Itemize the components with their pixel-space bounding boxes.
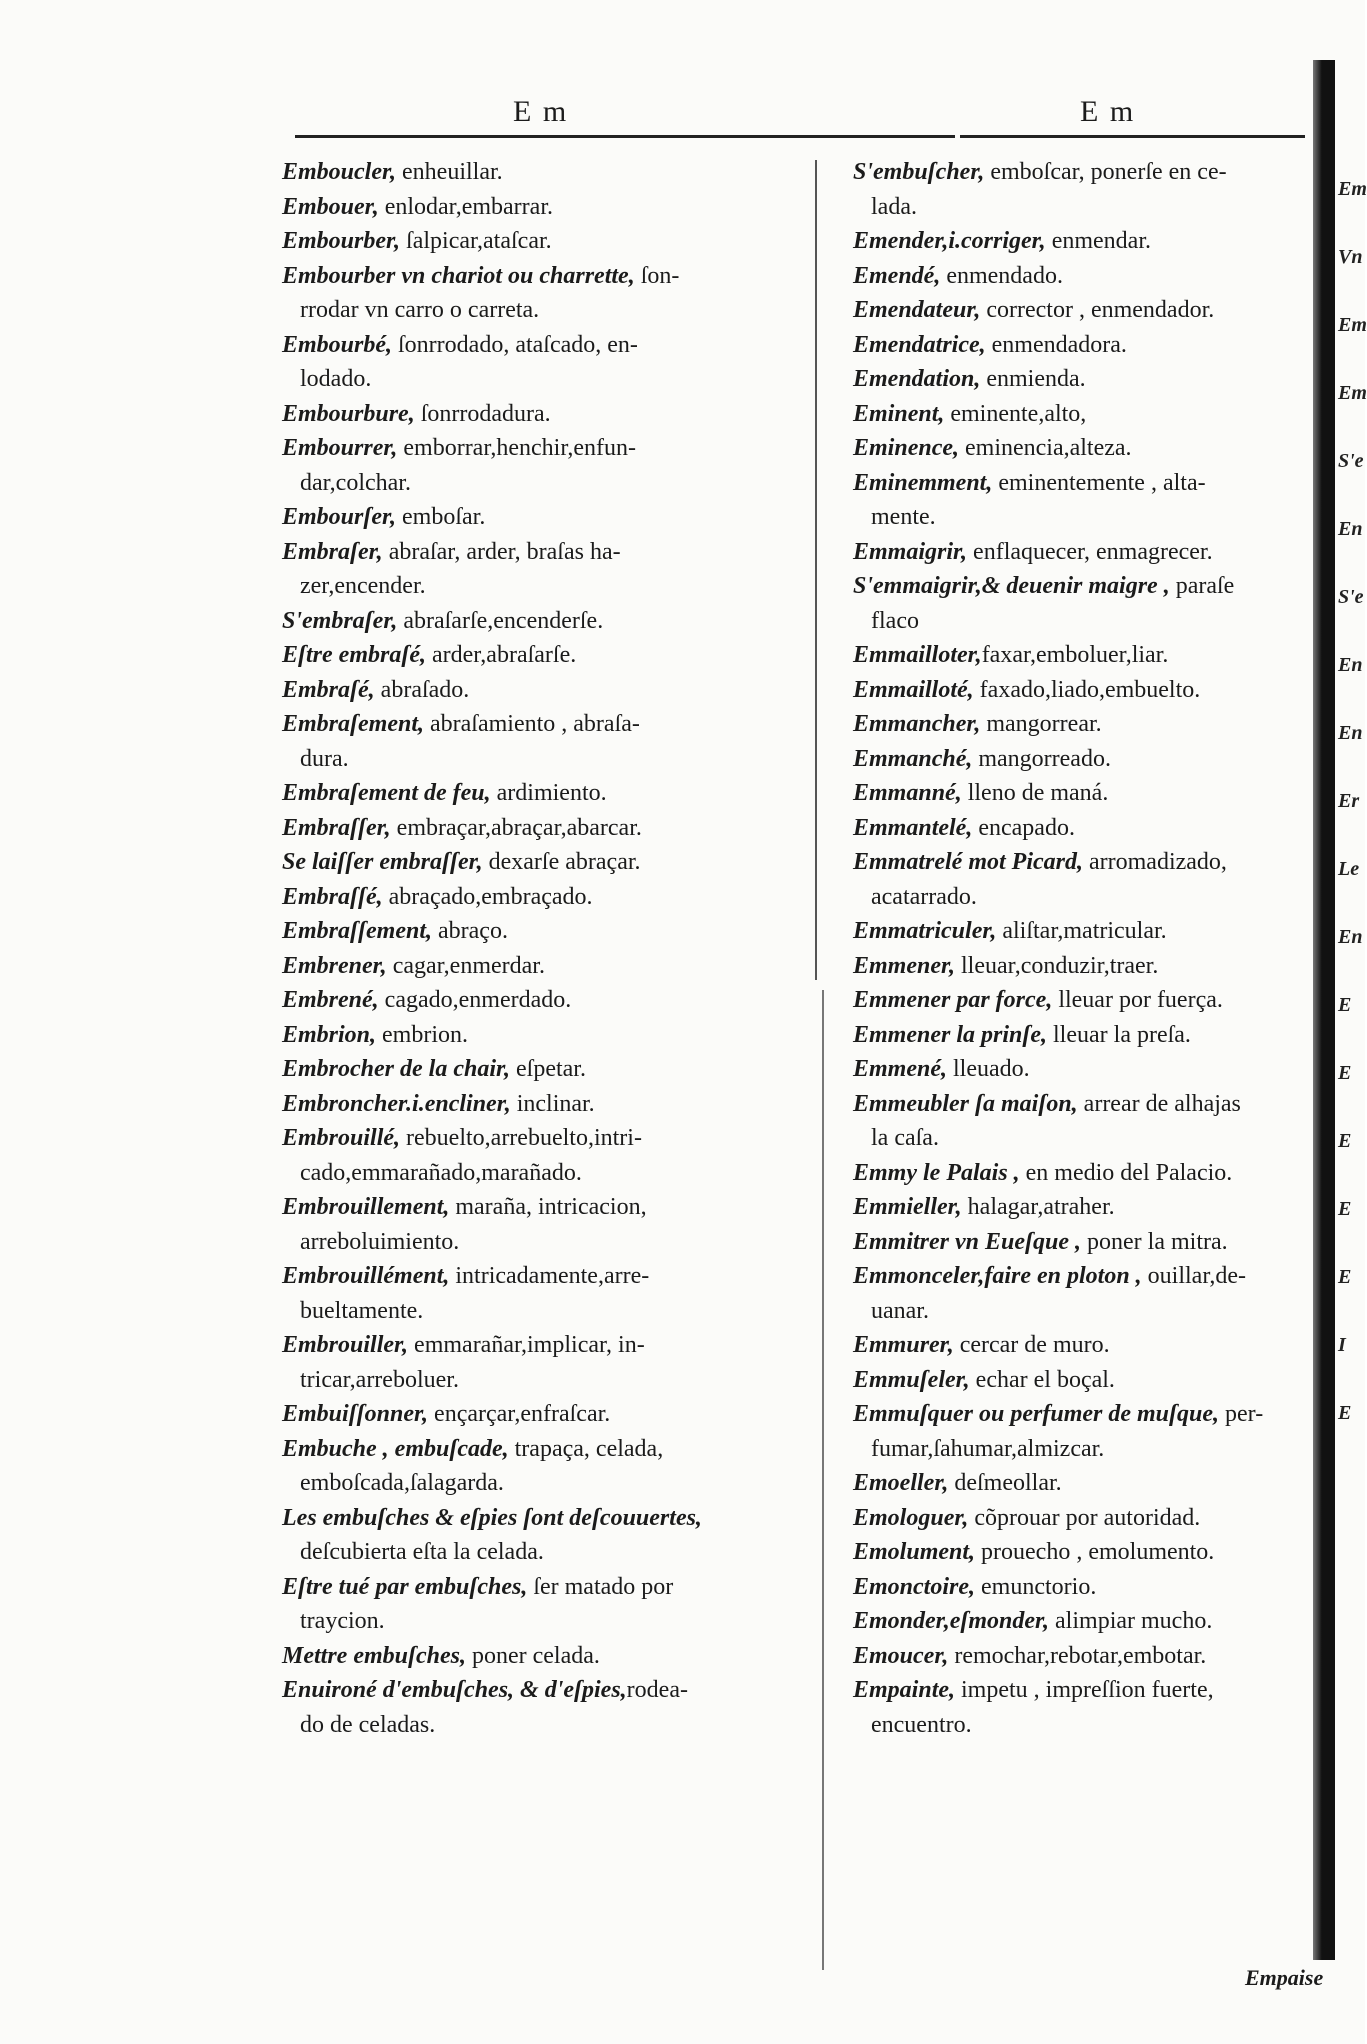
column-divider: [815, 160, 817, 980]
dictionary-entry: [282, 1259, 812, 1328]
dictionary-entry: [853, 466, 1313, 535]
headword: Emmatriculer,: [853, 918, 997, 944]
headword: Embrouillément,: [282, 1263, 450, 1289]
edge-fragment: E: [1338, 1130, 1352, 1152]
headword: Emmené,: [853, 1056, 947, 1082]
headword: Se laiſſer embraſſer,: [282, 849, 483, 875]
headword: Les embuſches & eſpies ſont deſcouuertes,: [282, 1504, 702, 1531]
definition: embraçar,abraçar,abarcar.: [390, 814, 642, 841]
dictionary-entry: [282, 535, 812, 604]
definition: enmendado.: [940, 262, 1063, 289]
definition: lleuado.: [947, 1056, 1030, 1082]
headword: Embrouiller,: [282, 1332, 409, 1358]
definition: ſalpicar,ataſcar.: [400, 228, 552, 254]
dictionary-entry: [282, 1121, 812, 1190]
definition: enmendadora.: [985, 331, 1127, 358]
headword: Emoucer,: [853, 1642, 949, 1669]
headword: Emendation,: [853, 366, 981, 392]
headword: Emendateur,: [853, 297, 981, 323]
dictionary-entry: [853, 1466, 1313, 1501]
headword: Eminence,: [853, 435, 959, 461]
definition: alimpiar mucho.: [1049, 1608, 1213, 1634]
dictionary-entry: [282, 811, 812, 846]
definition: emunctorio.: [975, 1573, 1097, 1600]
dictionary-entry: [282, 1328, 812, 1397]
definition-continuation: zer,encender.: [300, 573, 426, 599]
headword: Mettre embuſches,: [282, 1642, 466, 1669]
dictionary-entry: [282, 1397, 812, 1432]
definition: cercar de muro.: [953, 1332, 1110, 1358]
book-spine-shadow: [1313, 60, 1335, 1960]
headword: Emmatrelé mot Picard,: [853, 849, 1083, 875]
definition: emborrar,henchir,enfun-: [397, 435, 637, 461]
dictionary-entry: [282, 1570, 812, 1639]
dictionary-entry: [282, 1190, 812, 1259]
headword: Embuiſſonner,: [282, 1401, 429, 1427]
dictionary-entry: [282, 638, 812, 673]
dictionary-entry: [282, 776, 812, 811]
definition: enflaquecer, enmagrecer.: [967, 538, 1213, 565]
headword: Emmitrer vn Eueſque ,: [853, 1228, 1082, 1255]
dictionary-entry: [282, 431, 812, 500]
dictionary-entry: [853, 328, 1313, 363]
definition: echar el boçal.: [969, 1366, 1115, 1393]
dictionary-entry: [853, 983, 1313, 1018]
dictionary-entry: [282, 1018, 812, 1053]
edge-fragment: Vn: [1338, 246, 1363, 268]
headword: Embrené,: [282, 987, 379, 1013]
dictionary-entry: [853, 1328, 1313, 1363]
definition: impetu , impreſſion fuerte,: [955, 1677, 1214, 1703]
headword: Eſtre embraſé,: [282, 642, 426, 668]
headword: Emonctoire,: [853, 1573, 976, 1600]
edge-fragment: En: [1338, 926, 1363, 948]
headword: Embraſer,: [282, 538, 383, 565]
definition: arder,abraſarſe.: [425, 642, 577, 668]
definition: mangorrear.: [980, 711, 1102, 737]
dictionary-entry: [853, 431, 1313, 466]
dictionary-entry: [853, 1673, 1313, 1742]
dictionary-entry: [853, 845, 1313, 914]
headword: Emmantelé,: [853, 814, 973, 841]
headword: Enuironé d'embuſches, & d'eſpies,: [282, 1677, 627, 1703]
definition-continuation: dar,colchar.: [300, 469, 411, 496]
headword: Embourrer,: [282, 435, 398, 461]
dictionary-entry: [853, 1156, 1313, 1191]
dictionary-entry: [853, 776, 1313, 811]
definition: ſer matado por: [527, 1573, 674, 1600]
definition: intricadamente,arre-: [449, 1263, 650, 1289]
header-rule-left: [295, 135, 955, 138]
definition: poner la mitra.: [1081, 1228, 1228, 1255]
edge-fragment: Em: [1338, 382, 1367, 404]
dictionary-entry: [282, 845, 812, 880]
left-column: [282, 155, 812, 1742]
headword: Embourbé,: [282, 331, 393, 358]
definition: halagar,atraher.: [961, 1194, 1115, 1220]
definition-continuation: rrodar vn carro o carreta.: [300, 297, 540, 323]
definition: per-: [1219, 1401, 1264, 1427]
catchword: Empaise: [1245, 1965, 1324, 1990]
definition: lleuar por fuerça.: [1052, 987, 1223, 1013]
definition: deſmeollar.: [948, 1470, 1062, 1496]
definition-continuation: la caſa.: [871, 1125, 939, 1151]
dictionary-entry: [853, 638, 1313, 673]
headword: Embraſement de feu,: [282, 780, 491, 806]
definition: abraſarſe,encenderſe.: [397, 607, 604, 634]
dictionary-entry: [853, 1052, 1313, 1087]
dictionary-entry: [853, 259, 1313, 294]
headword: Emmeubler ſa maiſon,: [853, 1090, 1078, 1117]
edge-fragment: En: [1338, 654, 1363, 676]
edge-fragment: Le: [1338, 858, 1360, 880]
definition-continuation: acatarrado.: [871, 883, 977, 910]
definition: faxado,liado,embuelto.: [973, 676, 1201, 703]
right-column: [853, 155, 1313, 1742]
dictionary-entry: [282, 259, 812, 328]
definition-continuation: lada.: [871, 193, 917, 220]
dictionary-entry: [853, 1018, 1313, 1053]
headword: Emoeller,: [853, 1470, 949, 1496]
definition: enmendar.: [1045, 228, 1151, 254]
headword: S'emmaigrir,& deuenir maigre ,: [853, 573, 1170, 599]
headword: Embraſé,: [282, 676, 375, 703]
headword: Emboucler,: [282, 159, 397, 185]
dictionary-entry: [282, 673, 812, 708]
definition-continuation: uanar.: [871, 1297, 929, 1324]
definition-continuation: encuentro.: [871, 1711, 972, 1738]
definition-continuation: dura.: [300, 745, 349, 772]
definition: abraſamiento , abraſa-: [424, 711, 640, 737]
definition: corrector , enmendador.: [980, 297, 1215, 323]
definition: eminente,alto,: [944, 400, 1087, 427]
definition-continuation: arreboluimiento.: [300, 1228, 460, 1255]
dictionary-entry: [282, 914, 812, 949]
definition: eminentemente , alta-: [992, 469, 1206, 496]
edge-fragment: Er: [1338, 790, 1360, 812]
definition: emboſcar, ponerſe en ce-: [984, 159, 1227, 185]
definition-continuation: flaco: [871, 607, 919, 634]
definition: dexarſe abraçar.: [482, 849, 641, 875]
headword: Emmailloter,: [853, 642, 982, 668]
definition-continuation: cado,emmarañado,marañado.: [300, 1159, 582, 1186]
headword: Embraſſé,: [282, 883, 383, 910]
headword: S'embuſcher,: [853, 159, 985, 185]
edge-fragment: E: [1338, 1402, 1352, 1424]
definition-continuation: lodado.: [300, 366, 372, 392]
edge-fragment: E: [1338, 1266, 1352, 1288]
dictionary-entry: [853, 1259, 1313, 1328]
dictionary-entry: [282, 983, 812, 1018]
dictionary-entry: [282, 604, 812, 639]
definition: abraçado,embraçado.: [382, 883, 593, 910]
headword: Embrouillé,: [282, 1125, 401, 1151]
dictionary-entry: [853, 949, 1313, 984]
definition: aliſtar,matricular.: [996, 918, 1167, 944]
definition: ardimiento.: [490, 780, 607, 806]
headword: Emmailloté,: [853, 676, 974, 703]
headword: Emmanné,: [853, 780, 962, 806]
dictionary-entry: [853, 1604, 1313, 1639]
definition: rodea-: [626, 1677, 688, 1703]
definition: arrear de alhajas: [1077, 1090, 1241, 1117]
dictionary-entry: [853, 707, 1313, 742]
definition: emmarañar,implicar, in-: [408, 1332, 645, 1358]
definition: ſonrrodadura.: [414, 400, 551, 427]
definition-continuation: do de celadas.: [300, 1711, 436, 1738]
headword: Emologuer,: [853, 1504, 969, 1531]
headword: Emmy le Palais ,: [853, 1159, 1020, 1186]
left-running-header: E m: [513, 95, 569, 128]
headword: Emmanché,: [853, 745, 973, 772]
dictionary-entry: [853, 1363, 1313, 1398]
definition: cagar,enmerdar.: [386, 952, 545, 979]
definition: eminencia,alteza.: [959, 435, 1132, 461]
headword: Eminent,: [853, 400, 945, 427]
dictionary-entry: [853, 1535, 1313, 1570]
definition: abraſar, arder, braſas ha-: [382, 538, 621, 565]
edge-fragment: En: [1338, 722, 1363, 744]
dictionary-entry: [853, 1397, 1313, 1466]
edge-fragment: E: [1338, 1198, 1352, 1220]
definition: eſpetar.: [510, 1056, 586, 1082]
dictionary-entry: [853, 224, 1313, 259]
definition: abraço.: [432, 918, 508, 944]
headword: Emmuſquer ou perfumer de muſque,: [853, 1401, 1220, 1427]
definition: paraſe: [1169, 573, 1235, 599]
headword: Emender,i.corriger,: [853, 228, 1046, 254]
definition: lleno de maná.: [961, 780, 1109, 806]
definition: cagado,enmerdado.: [378, 987, 572, 1013]
dictionary-entry: [853, 811, 1313, 846]
headword: Empainte,: [853, 1677, 956, 1703]
dictionary-entry: [853, 535, 1313, 570]
headword: Eminemment,: [853, 469, 993, 496]
definition: ſonrrodado, ataſcado, en-: [392, 331, 638, 358]
definition: ençarçar,enfraſcar.: [428, 1401, 611, 1427]
headword: Embourſer,: [282, 504, 397, 530]
dictionary-entry: [282, 1639, 812, 1674]
edge-fragment: En: [1338, 518, 1363, 540]
dictionary-entry: [282, 1432, 812, 1501]
definition: enlodar,embarrar.: [378, 193, 553, 220]
headword: Emonder,eſmonder,: [853, 1608, 1050, 1634]
column-divider-lower: [822, 990, 824, 1970]
dictionary-entry: [282, 880, 812, 915]
edge-fragment: E: [1338, 994, 1352, 1016]
dictionary-entry: [853, 742, 1313, 777]
dictionary-entry: [282, 949, 812, 984]
dictionary-entry: [853, 914, 1313, 949]
dictionary-entry: [282, 1501, 812, 1570]
definition: prouecho , emolumento.: [975, 1539, 1215, 1565]
headword: Embourber vn chariot ou charrette,: [282, 262, 635, 289]
dictionary-entry: [853, 673, 1313, 708]
definition: cõprouar por autoridad.: [968, 1504, 1201, 1531]
edge-fragment: Em: [1338, 178, 1367, 200]
dictionary-entry: [853, 569, 1313, 638]
definition: enheuillar.: [396, 159, 503, 185]
headword: Emendatrice,: [853, 331, 986, 358]
headword: S'embraſer,: [282, 607, 398, 634]
dictionary-entry: [282, 1087, 812, 1122]
headword: Embrocher de la chair,: [282, 1056, 511, 1082]
definition: inclinar.: [510, 1090, 595, 1117]
dictionary-entry: [282, 500, 812, 535]
definition-continuation: bueltamente.: [300, 1297, 424, 1324]
headword: Embourbure,: [282, 400, 415, 427]
headword: Eſtre tué par embuſches,: [282, 1573, 528, 1600]
definition: maraña, intricacion,: [449, 1194, 647, 1220]
definition: en medio del Palacio.: [1019, 1159, 1233, 1186]
headword: Emmonceler,faire en ploton ,: [853, 1263, 1142, 1289]
definition: lleuar la preſa.: [1047, 1021, 1191, 1048]
headword: Emolument,: [853, 1539, 976, 1565]
definition: faxar,emboluer,liar.: [981, 642, 1169, 668]
dictionary-entry: [853, 1087, 1313, 1156]
definition-continuation: mente.: [871, 504, 936, 530]
header-rule-right: [960, 135, 1305, 138]
definition-continuation: fumar,ſahumar,almizcar.: [871, 1435, 1105, 1462]
headword: Embouer,: [282, 193, 379, 220]
dictionary-entry: [853, 362, 1313, 397]
definition: rebuelto,arrebuelto,intri-: [400, 1125, 642, 1151]
headword: Emmuſeler,: [853, 1366, 970, 1393]
right-running-header: E m: [1080, 95, 1136, 128]
headword: Embourber,: [282, 228, 401, 254]
headword: Embraſſement,: [282, 918, 432, 944]
dictionary-entry: [282, 707, 812, 776]
dictionary-entry: [853, 1570, 1313, 1605]
edge-fragment: I: [1338, 1334, 1346, 1356]
definition: encapado.: [972, 814, 1075, 841]
definition: trapaça, celada,: [508, 1435, 664, 1462]
dictionary-entry: [853, 1190, 1313, 1225]
dictionary-entry: [853, 1639, 1313, 1674]
definition: emboſar.: [396, 504, 486, 530]
headword: Emmener la prinſe,: [853, 1021, 1048, 1048]
definition: remochar,rebotar,embotar.: [948, 1642, 1207, 1669]
definition: abraſado.: [374, 676, 470, 703]
headword: Emendé,: [853, 262, 941, 289]
headword: Embraſſer,: [282, 814, 391, 841]
edge-fragment: E: [1338, 1062, 1352, 1084]
dictionary-entry: [282, 328, 812, 397]
dictionary-entry: [282, 224, 812, 259]
headword: Embraſement,: [282, 711, 424, 737]
dictionary-entry: [853, 1225, 1313, 1260]
dictionary-entry: [282, 397, 812, 432]
headword: Emmurer,: [853, 1332, 954, 1358]
definition-continuation: tricar,arreboluer.: [300, 1366, 459, 1393]
headword: Embrouillement,: [282, 1194, 450, 1220]
headword: Embroncher.i.encliner,: [282, 1090, 511, 1117]
headword: Emmieller,: [853, 1194, 962, 1220]
dictionary-entry: [853, 397, 1313, 432]
definition-continuation: emboſcada,ſalagarda.: [300, 1470, 504, 1496]
headword: Embuche , embuſcade,: [282, 1435, 509, 1462]
dictionary-entry: [853, 1501, 1313, 1536]
definition: ouillar,de-: [1141, 1263, 1247, 1289]
definition: mangorreado.: [972, 745, 1111, 772]
next-page-edge-text: [1338, 155, 1367, 1447]
headword: Embrion,: [282, 1021, 377, 1048]
dictionary-entry: [282, 190, 812, 225]
dictionary-entry: [853, 155, 1313, 224]
definition-continuation: traycion.: [300, 1608, 385, 1634]
definition-continuation: deſcubierta eſta la celada.: [300, 1539, 544, 1565]
edge-fragment: Em: [1338, 314, 1367, 336]
definition: arromadizado,: [1082, 849, 1227, 875]
definition: poner celada.: [465, 1642, 600, 1669]
headword: Emmener par force,: [853, 987, 1053, 1013]
dictionary-entry: [282, 1673, 812, 1742]
headword: Emmancher,: [853, 711, 981, 737]
dictionary-entry: [853, 293, 1313, 328]
headword: Embrener,: [282, 952, 387, 979]
dictionary-entry: [282, 1052, 812, 1087]
edge-fragment: S'e: [1338, 586, 1364, 608]
headword: Emmener,: [853, 952, 956, 979]
definition: ſon-: [634, 262, 680, 289]
definition: lleuar,conduzir,traer.: [955, 952, 1159, 979]
definition: enmienda.: [980, 366, 1086, 392]
definition: embrion.: [376, 1021, 469, 1048]
edge-fragment: S'e: [1338, 450, 1364, 472]
dictionary-entry: [282, 155, 812, 190]
headword: Emmaigrir,: [853, 538, 968, 565]
